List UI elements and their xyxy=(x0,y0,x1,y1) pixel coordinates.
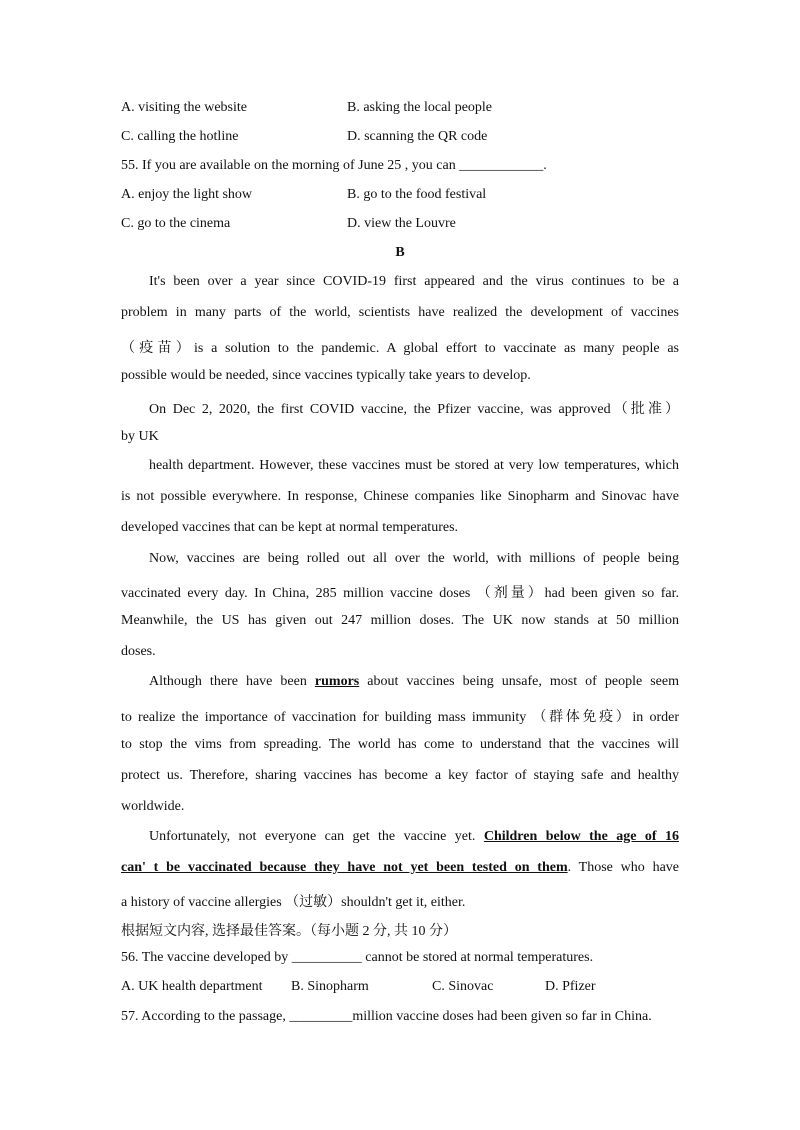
passage-line: developed vaccines that can be kept at normal temperatures. xyxy=(121,520,459,535)
passage-line: It's been over a year since COVID-19 first appeared and the virus continues to be a xyxy=(149,274,679,289)
q55-option-a[interactable]: A. enjoy the light show xyxy=(121,187,253,202)
q56-option-a[interactable]: A. UK health department xyxy=(121,979,263,994)
passage-line: protect us. Therefore, sharing vaccines has become a key factor of staying safe and healthy xyxy=(121,768,679,783)
passage-line: problem in many parts of the world, scientists have realized the development of vaccines xyxy=(121,305,679,320)
passage-line: health department. However, these vaccines must be stored at very low temperatures, which xyxy=(149,458,679,473)
passage-line xyxy=(149,829,679,845)
q55-option-b[interactable]: B. go to the food festival xyxy=(347,187,487,202)
q56-stem: 56. The vaccine developed by __________ cannot be stored at normal temperatures. xyxy=(121,950,594,965)
passage-text: Unfortunately, not everyone can get the vaccine yet. xyxy=(149,829,484,844)
passage-line xyxy=(121,860,679,876)
q56-option-c[interactable]: C. Sinovac xyxy=(432,979,494,994)
section-heading: B xyxy=(395,245,405,260)
q56-option-d[interactable]: D. Pfizer xyxy=(545,979,596,994)
q55-stem: 55. If you are available on the morning of June 25 , you can ____________. xyxy=(121,158,547,173)
passage-line: vaccinated every day. In China, 285 million vaccine doses （剂量）had been given so far. xyxy=(121,586,679,601)
passage-line: Meanwhile, the US has given out 247 million doses. The UK now stands at 50 million xyxy=(121,613,679,628)
passage-line: worldwide. xyxy=(121,799,185,814)
q57-stem: 57. According to the passage, _________million vaccine doses had been given so far in China. xyxy=(121,1009,652,1024)
q56-option-b[interactable]: B. Sinopharm xyxy=(291,979,369,994)
passage-line: a history of vaccine allergies （过敏）shouldn't get it, either. xyxy=(121,895,466,910)
instruction: 根据短文内容, 选择最佳答案。（每小题 2 分, 共 10 分） xyxy=(121,924,457,939)
passage-line: doses. xyxy=(121,644,156,659)
q54-option-d[interactable]: D. scanning the QR code xyxy=(347,129,488,144)
highlighted-sentence: can' t be vaccinated because they have not yet been tested on them xyxy=(121,860,568,875)
q55-option-d[interactable]: D. view the Louvre xyxy=(347,216,456,231)
passage-text: about vaccines being unsafe, most of people seem xyxy=(359,674,679,689)
passage-line: （疫苗）is a solution to the pandemic. A global effort to vaccinate as many people as xyxy=(121,341,679,356)
passage-line: possible would be needed, since vaccines typically take years to develop. xyxy=(121,368,531,383)
passage-text: . Those who have xyxy=(567,860,680,875)
passage-line: to stop the vims from spreading. The world has come to understand that the vaccines will xyxy=(121,737,679,752)
q54-option-c[interactable]: C. calling the hotline xyxy=(121,129,239,144)
q54-option-a[interactable]: A. visiting the website xyxy=(121,100,247,115)
passage-line: is not possible everywhere. In response, Chinese companies like Sinopharm and Sinovac have xyxy=(121,489,679,504)
passage-line: to realize the importance of vaccination for building mass immunity （群体免疫）in order xyxy=(121,710,679,725)
q55-option-c[interactable]: C. go to the cinema xyxy=(121,216,231,231)
passage-line: Now, vaccines are being rolled out all over the world, with millions of people being xyxy=(149,551,679,566)
highlighted-sentence: Children below the age of 16 xyxy=(483,829,679,844)
passage-line xyxy=(149,674,679,690)
rumors-keyword: rumors xyxy=(314,674,360,689)
passage-line: On Dec 2, 2020, the first COVID vaccine, the Pfizer vaccine, was approved（批准） xyxy=(149,402,679,417)
passage-line: by UK xyxy=(121,429,159,444)
passage-text: Although there have been xyxy=(149,674,315,689)
q54-option-b[interactable]: B. asking the local people xyxy=(347,100,493,115)
